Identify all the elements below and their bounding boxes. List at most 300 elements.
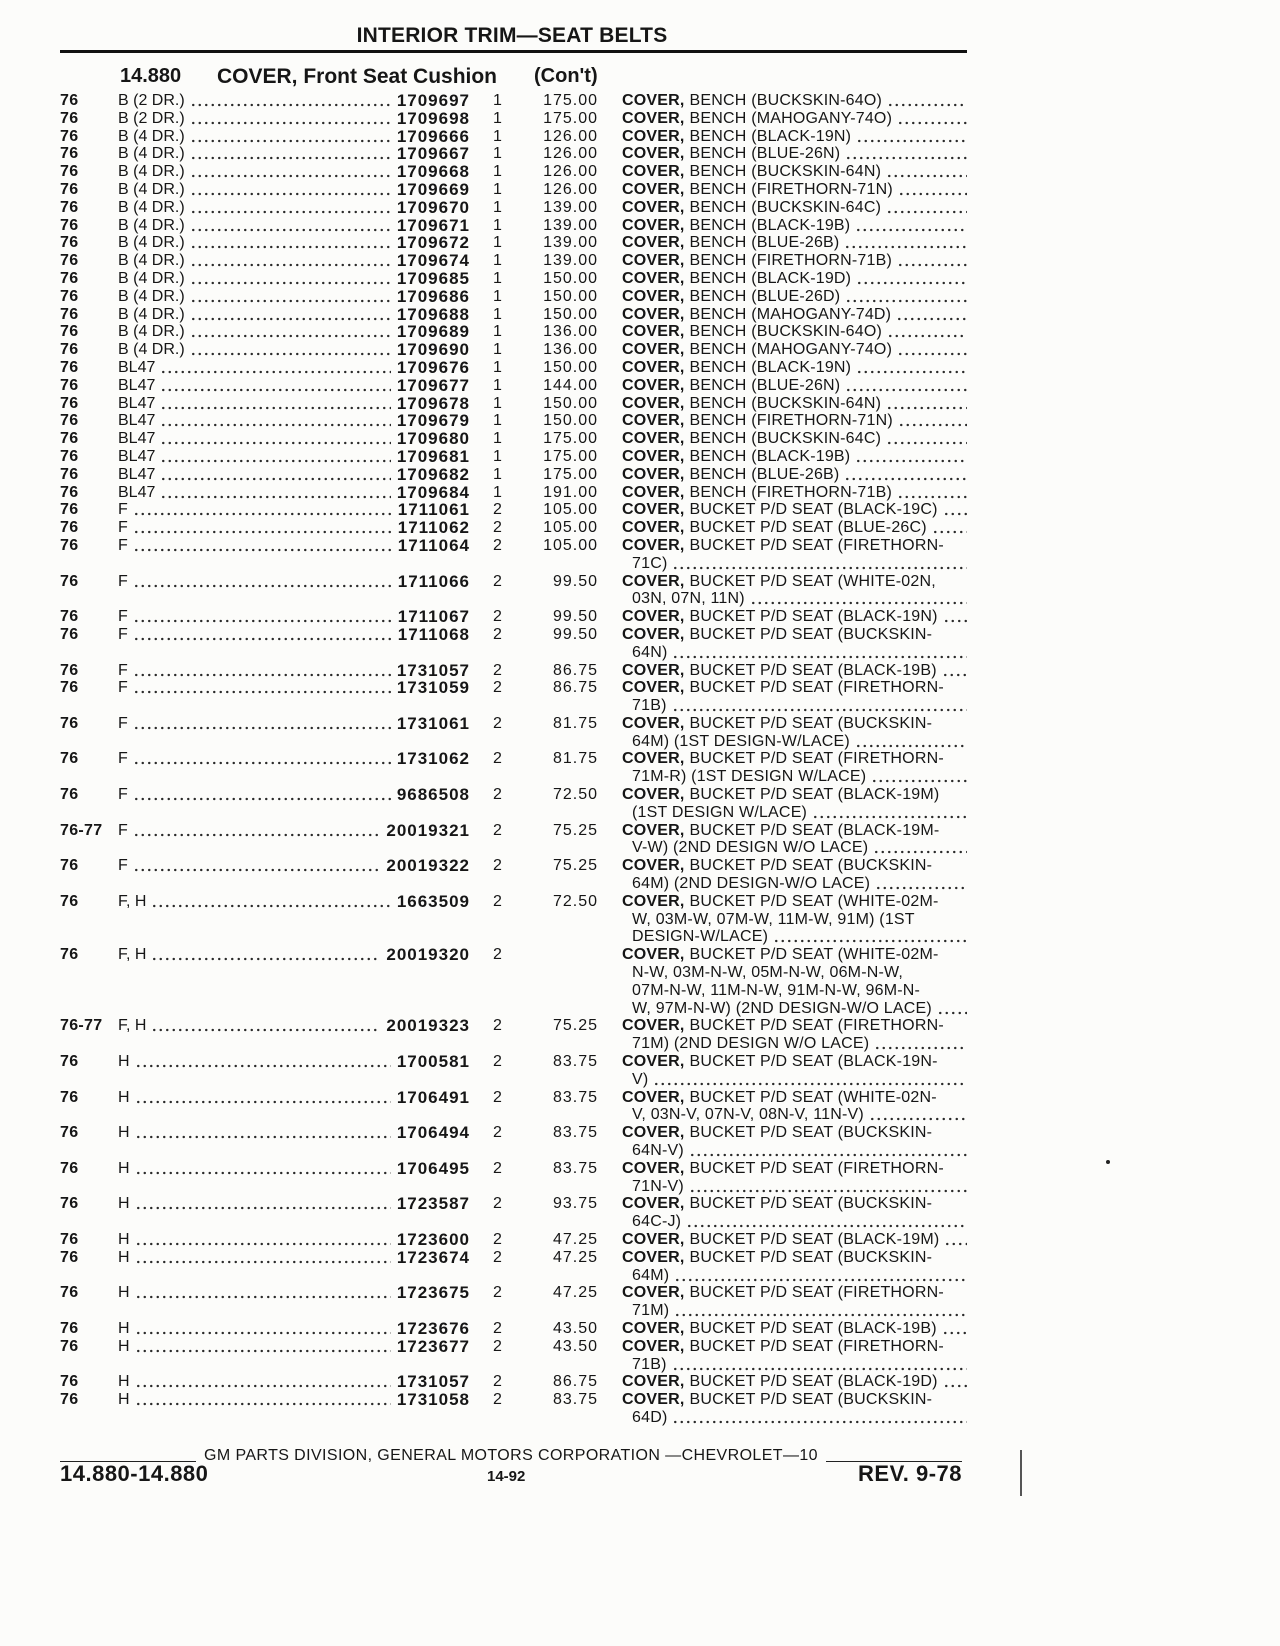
model-part-cell [118,1124,470,1160]
part-number: 1709689 [396,322,470,342]
model-code: F [118,519,128,537]
model-code: H [118,1391,130,1409]
model-part-cell [118,1195,470,1231]
description-lead: COVER, [622,661,685,679]
description-lead: COVER, [622,465,685,483]
description [622,946,967,1017]
model-code: BL47 [118,447,156,465]
scan-artifact-dot [1106,1160,1110,1164]
quantity: 2 [493,821,502,839]
description-text: BENCH (BUCKSKIN-64N) [689,394,882,412]
description-text: BUCKET P/D SEAT (BLACK-19D) [689,1373,938,1391]
quantity: 2 [493,536,502,554]
part-number: 1709672 [396,233,470,253]
model-year: 76 [60,430,79,448]
part-number: 1706495 [396,1158,470,1178]
model-code: H [118,1053,130,1071]
model-code: F [118,750,128,768]
model-year: 76 [60,1248,79,1266]
price: 150.00 [543,305,598,323]
model-year: 76 [60,269,79,287]
quantity: 2 [493,679,502,697]
parts-row [0,181,967,199]
price: 72.50 [552,786,598,804]
parts-row [0,1053,967,1089]
parts-row [0,1249,967,1285]
description-lead: COVER, [622,821,685,839]
quantity: 1 [493,109,502,127]
dot-leader [151,946,380,964]
model-year: 76 [60,608,79,626]
description [622,1053,967,1089]
description-line [622,1017,967,1035]
model-year: 76 [60,1231,79,1248]
parts-row [0,199,967,217]
description-line [622,92,967,110]
model-code: F [118,786,128,804]
description-line [622,1160,967,1178]
description [622,679,967,715]
part-number: 1731057 [396,1372,470,1392]
description-continuation [622,1267,967,1285]
model-year: 76 [60,1319,79,1337]
parts-row [0,679,967,715]
description [622,163,967,181]
dot-leader [844,234,967,252]
price: 86.75 [552,661,598,679]
description-text: 71M) (2ND DESIGN W/O LACE) [632,1035,870,1053]
description-text: BUCKET P/D SEAT (BUCKSKIN- [689,1248,933,1266]
description-text: BENCH (FIRETHORN-71N) [689,412,893,430]
description-lead: COVER, [622,394,685,412]
price: 43.50 [552,1319,598,1337]
description-text: 71B) [632,1355,667,1373]
description [622,1124,967,1160]
part-number: 1700581 [396,1052,470,1072]
quantity: 1 [493,145,502,163]
description-text: BENCH (BLACK-19N) [689,358,852,376]
description-text: BENCH (MAHOGANY-74D) [689,305,892,323]
description-lead: COVER, [622,1337,685,1355]
model-code: H [118,1284,130,1302]
dot-leader [135,1338,391,1356]
quantity: 1 [493,92,502,109]
model-code: BL47 [118,430,156,448]
parts-row [0,1391,967,1427]
part-number: 1711067 [397,607,470,627]
description-lead: COVER, [622,287,685,305]
model-part-cell [118,662,470,680]
description-text: BENCH (BLUE-26N) [689,145,841,163]
model-code: F, H [118,892,147,910]
description-continuation [622,1142,967,1160]
part-number: 1709671 [396,215,470,235]
model-year: 76 [60,661,79,679]
part-number: 20019323 [386,1016,470,1036]
description-text: W, 03M-W, 07M-W, 11M-W, 91M) (1ST [632,910,915,928]
description [622,341,967,359]
price: 75.25 [552,821,598,839]
model-part-cell [118,893,470,946]
dot-leader [897,252,967,270]
dot-leader [135,1195,391,1213]
quantity: 1 [493,394,502,412]
description [622,1231,967,1249]
part-number: 1723600 [396,1230,470,1249]
dot-leader [855,448,967,466]
description-text: BENCH (BUCKSKIN-64N) [689,163,882,181]
dot-leader [897,341,967,359]
part-number: 1711066 [397,571,470,591]
description-continuation [622,733,967,751]
description-text: BUCKET P/D SEAT (WHITE-02M- [689,946,939,964]
dot-leader [750,590,967,608]
description-lead: COVER, [622,786,685,804]
description [622,893,967,946]
description-line [622,252,967,270]
model-code: B (4 DR.) [118,323,185,341]
dot-leader [874,1035,967,1053]
model-part-cell [118,1160,470,1196]
description-line [622,484,967,502]
quantity: 1 [493,180,502,198]
model-code: F [118,608,128,626]
model-part-cell [118,750,470,786]
description-line [622,306,967,324]
quantity: 2 [493,750,502,768]
price: 136.00 [543,341,598,359]
dot-leader [190,217,391,235]
description-text: 64M) (1ST DESIGN-W/LACE) [632,732,850,750]
model-code: B (4 DR.) [118,269,185,287]
quantity: 2 [493,1248,502,1266]
dot-leader [887,92,967,110]
description-text: 71N-V) [632,1177,684,1195]
description-line [622,448,967,466]
part-number: 1709669 [396,179,470,199]
price: 126.00 [543,145,598,163]
description [622,270,967,288]
description-lead: COVER, [622,216,685,234]
description-text: 71C) [632,554,668,572]
part-number: 1709680 [396,429,470,449]
quantity: 2 [493,572,502,590]
price: 47.25 [552,1248,598,1266]
description-line [622,341,967,359]
parts-row [0,786,967,822]
model-code: F [118,572,128,590]
description-lead: COVER, [622,714,685,732]
dot-leader [190,252,391,270]
quantity: 1 [493,341,502,359]
dot-leader [897,110,967,128]
model-year: 76 [60,341,79,359]
description-lead: COVER, [622,572,685,590]
parts-row [0,412,967,430]
description-lead: COVER, [622,269,685,287]
dot-leader [160,484,390,502]
dot-leader [873,839,967,857]
quantity: 2 [493,1231,502,1248]
price: 175.00 [543,430,598,448]
parts-row [0,448,967,466]
description-continuation [622,1302,967,1320]
parts-row [0,323,967,341]
model-code: F [118,679,128,697]
description [622,1284,967,1320]
part-number: 1709678 [396,393,470,413]
quantity: 1 [493,412,502,430]
model-part-cell [118,199,470,217]
model-part-cell [118,217,470,235]
description-text: BUCKET P/D SEAT (BLUE-26C) [689,519,927,537]
price: 83.75 [552,1053,598,1071]
description-lead: COVER, [622,163,685,181]
price: 150.00 [543,358,598,376]
dot-leader [190,128,391,146]
model-part-cell [118,1017,470,1053]
part-number: 1711068 [397,624,470,644]
description [622,1160,967,1196]
description-line [622,128,967,146]
quantity: 1 [493,483,502,501]
dot-leader [856,359,967,377]
description-lead: COVER, [622,1231,685,1248]
description-line [622,323,967,341]
price: 43.50 [552,1337,598,1355]
quantity: 2 [493,625,502,643]
quantity: 1 [493,323,502,341]
description-line [622,679,967,697]
description-text: V, 03N-V, 07N-V, 08N-V, 11N-V) [632,1106,864,1124]
description-text: BUCKET P/D SEAT (BUCKSKIN- [689,625,933,643]
description-line [622,1284,967,1302]
model-year: 76-77 [60,821,103,839]
description [622,128,967,146]
model-part-cell [118,786,470,822]
dot-leader [135,1089,391,1107]
description-text: 64D) [632,1408,668,1426]
description-text: N-W, 03M-N-W, 05M-N-W, 06M-N-W, [632,964,904,982]
description [622,484,967,502]
description-lead: COVER, [622,501,685,519]
part-number: 1709674 [396,251,470,271]
model-year: 76 [60,394,79,412]
price: 126.00 [543,127,598,145]
model-code: B (2 DR.) [118,92,185,109]
quantity: 1 [493,252,502,270]
description [622,1195,967,1231]
model-part-cell [118,270,470,288]
parts-row [0,234,967,252]
model-year: 76 [60,501,79,519]
price: 139.00 [543,216,598,234]
parts-row [0,1338,967,1374]
dot-leader [944,1231,967,1249]
description-line [622,893,967,911]
description-text: BUCKET P/D SEAT (BLACK-19M) [689,1231,940,1248]
model-year: 76 [60,483,79,501]
parts-row [0,1284,967,1320]
dot-leader [871,768,967,786]
description [622,466,967,484]
quantity: 2 [493,661,502,679]
price: 150.00 [543,412,598,430]
model-year: 76 [60,519,79,537]
description-continuation [622,964,967,982]
model-code: BL47 [118,465,156,483]
footer-publisher: GM PARTS DIVISION, GENERAL MOTORS CORPORATION —CHEVROLET—10 [204,1447,818,1464]
dot-leader [674,1267,967,1285]
model-part-cell [118,110,470,128]
model-part-cell [118,234,470,252]
dot-leader [672,697,967,715]
description-lead: COVER, [622,92,685,109]
dot-leader [151,893,390,911]
model-part-cell [118,608,470,626]
description-text: BUCKET P/D SEAT (BLACK-19N) [689,608,938,626]
description-lead: COVER, [622,198,685,216]
model-part-cell [118,252,470,270]
model-part-cell [118,306,470,324]
part-number: 1731059 [396,678,470,698]
parts-row [0,288,967,306]
model-part-cell [118,537,470,573]
quantity: 2 [493,786,502,804]
dot-leader [190,288,391,306]
model-part-cell [118,1053,470,1089]
model-code: H [118,1319,130,1337]
quantity: 1 [493,447,502,465]
dot-leader [133,573,392,591]
dot-leader [160,377,390,395]
description-line [622,822,967,840]
description-continuation [622,1106,967,1124]
quantity: 1 [493,198,502,216]
description [622,662,967,680]
model-code: F [118,661,128,679]
dot-leader [190,341,391,359]
model-part-cell [118,430,470,448]
description-text: BENCH (FIRETHORN-71N) [689,180,893,198]
model-year: 76 [60,358,79,376]
model-code: BL47 [118,376,156,394]
description-text: (1ST DESIGN W/LACE) [632,803,808,821]
model-year: 76 [60,1284,79,1302]
description-text: BENCH (MAHOGANY-74O) [689,341,893,359]
model-code: B (4 DR.) [118,341,185,359]
model-code: H [118,1248,130,1266]
part-number: 9686508 [396,785,470,805]
description-text: BENCH (BLUE-26B) [689,234,840,252]
dot-leader [887,323,967,341]
description-lead: COVER, [622,1159,685,1177]
dot-leader [133,822,381,840]
model-code: BL47 [118,394,156,412]
quantity: 2 [493,1284,502,1302]
model-code: B (2 DR.) [118,109,185,127]
parts-row [0,1320,967,1338]
description-continuation [622,768,967,786]
dot-leader [672,555,967,573]
description-line [622,217,967,235]
model-year: 76 [60,109,79,127]
description-line [622,1338,967,1356]
model-part-cell [118,1231,470,1249]
model-year: 76 [60,198,79,216]
dot-leader [943,501,967,519]
dot-leader [190,270,391,288]
model-year: 76 [60,305,79,323]
description-text: BENCH (BLACK-19D) [689,269,852,287]
part-number: 1709690 [396,340,470,360]
quantity: 1 [493,465,502,483]
description-lead: COVER, [622,519,685,537]
header-rule [60,50,967,53]
description [622,448,967,466]
parts-row [0,217,967,235]
description [622,181,967,199]
quantity: 2 [493,519,502,537]
model-year: 76 [60,572,79,590]
price: 83.75 [552,1159,598,1177]
description-text: BUCKET P/D SEAT (BUCKSKIN- [689,1124,933,1142]
model-year: 76 [60,1053,79,1071]
description-lead: COVER, [622,625,685,643]
description [622,430,967,448]
description-lead: COVER, [622,946,685,964]
model-code: BL47 [118,412,156,430]
price: 75.25 [552,857,598,875]
model-code: BL47 [118,358,156,376]
model-code: B (4 DR.) [118,180,185,198]
quantity: 1 [493,216,502,234]
description [622,537,967,573]
model-part-cell [118,519,470,537]
quantity: 2 [493,1053,502,1071]
description-text: 71B) [632,697,667,715]
price [510,946,598,1017]
model-part-cell [118,626,470,662]
dot-leader [856,270,967,288]
description-lead: COVER, [622,750,685,768]
part-number: 20019322 [386,856,470,876]
description-line [622,199,967,217]
model-part-cell [118,145,470,163]
description-text: BUCKET P/D SEAT (BLACK-19B) [689,1319,937,1337]
dot-leader [160,448,390,466]
part-number: 20019320 [386,945,470,965]
part-number: 1709698 [396,108,470,128]
description-continuation [622,1356,967,1374]
description [622,501,967,519]
dot-leader [672,644,967,662]
description [622,1017,967,1053]
footer-page-number: 14-92 [487,1468,526,1485]
description-continuation [622,1213,967,1231]
description [622,519,967,537]
description-text: BUCKET P/D SEAT (BLACK-19C) [689,501,938,519]
description-lead: COVER, [622,376,685,394]
description-line [622,857,967,875]
dot-leader [133,857,381,875]
dot-leader [886,163,967,181]
price: 83.75 [552,1124,598,1142]
description [622,608,967,626]
description-lead: COVER, [622,483,685,501]
model-year: 76 [60,252,79,270]
price: 99.50 [552,608,598,626]
